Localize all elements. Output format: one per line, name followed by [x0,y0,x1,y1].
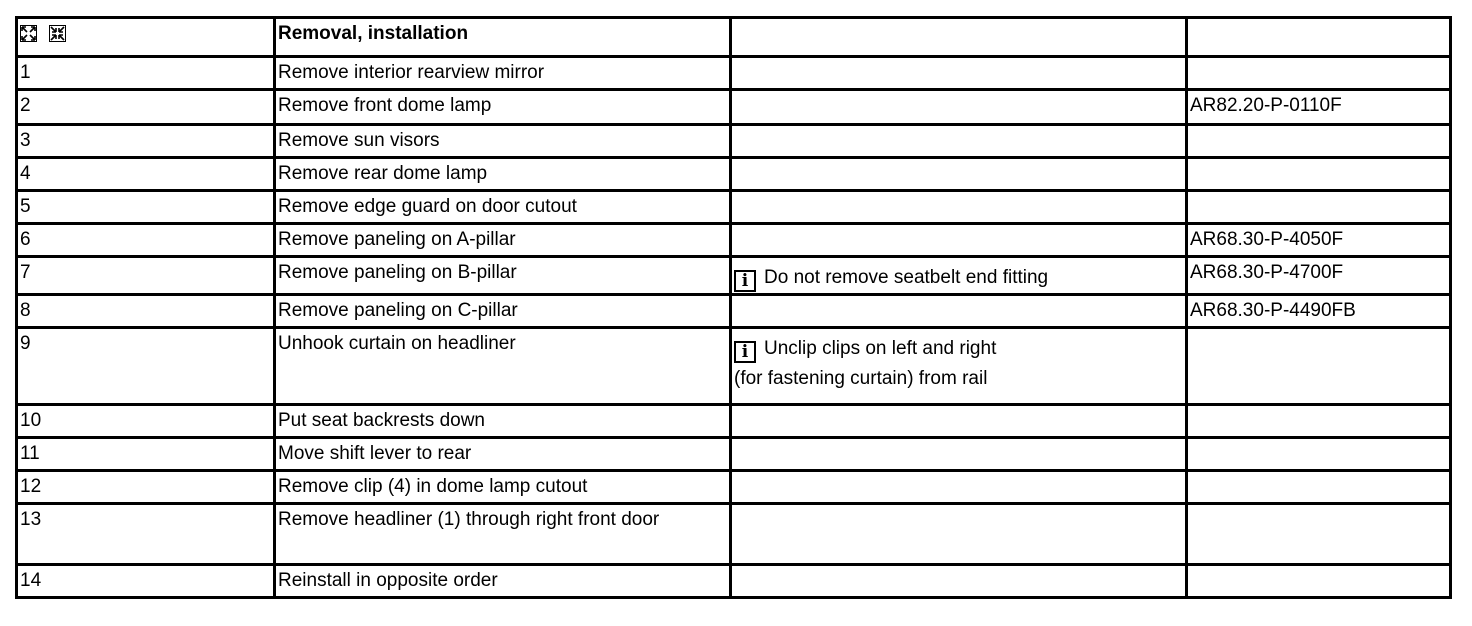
info-icon: i [734,341,756,363]
table-row [17,257,1451,295]
step-number: 10 [17,405,275,438]
step-note [731,125,1187,158]
step-reference-link [1187,328,1451,405]
step-reference-link [1187,438,1451,471]
step-number: 3 [17,125,275,158]
step-note [731,438,1187,471]
step-number: 14 [17,565,275,598]
step-note [731,158,1187,191]
step-action: Remove paneling on C-pillar [275,295,731,328]
step-note-line-2: (for fastening curtain) from rail [734,368,988,389]
step-note-cell [731,328,1187,405]
table-row [17,471,1451,504]
step-note [731,295,1187,328]
table-row [17,438,1451,471]
step-number: 6 [17,224,275,257]
step-note [731,90,1187,125]
step-reference-link [1187,57,1451,90]
step-reference-link[interactable]: AR82.20-P-0110F [1187,90,1451,125]
table-row [17,158,1451,191]
step-action: Remove rear dome lamp [275,158,731,191]
step-action: Remove clip (4) in dome lamp cutout [275,471,731,504]
step-action: Remove paneling on B-pillar [275,257,731,295]
header-icons-cell [17,18,275,57]
table-row [17,57,1451,90]
step-note [731,191,1187,224]
step-number: 9 [17,328,275,405]
step-reference-link [1187,191,1451,224]
step-number: 13 [17,504,275,565]
step-action: Remove paneling on A-pillar [275,224,731,257]
table-row [17,295,1451,328]
step-reference-link [1187,504,1451,565]
step-reference-link [1187,158,1451,191]
step-action: Remove interior rearview mirror [275,57,731,90]
table-row [17,224,1451,257]
step-reference-link[interactable]: AR68.30-P-4050F [1187,224,1451,257]
step-number: 7 [17,257,275,295]
step-reference-link [1187,565,1451,598]
step-action: Put seat backrests down [275,405,731,438]
step-number: 4 [17,158,275,191]
header-ref-title [1187,18,1451,57]
step-action: Reinstall in opposite order [275,565,731,598]
step-note [731,471,1187,504]
step-reference-link [1187,125,1451,158]
table-row [17,125,1451,158]
step-action: Unhook curtain on headliner [275,328,731,405]
step-action: Remove sun visors [275,125,731,158]
step-number: 1 [17,57,275,90]
step-note-line-1: Unclip clips on left and right [764,338,997,359]
step-note [731,565,1187,598]
table-row [17,90,1451,125]
step-note [731,224,1187,257]
step-number: 2 [17,90,275,125]
table-row [17,191,1451,224]
step-note-cell [731,257,1187,295]
step-note: Do not remove seatbelt end fitting [764,267,1049,288]
step-number: 8 [17,295,275,328]
step-reference-link [1187,471,1451,504]
expand-icon[interactable] [20,25,37,42]
step-action: Remove edge guard on door cutout [275,191,731,224]
procedure-table [15,16,1452,599]
step-number: 12 [17,471,275,504]
table-row [17,504,1451,565]
step-reference-link[interactable]: AR68.30-P-4490FB [1187,295,1451,328]
step-action: Remove headliner (1) through right front door [275,504,731,565]
info-icon: i [734,270,756,292]
step-note [731,57,1187,90]
header-note-title [731,18,1187,57]
step-note [731,405,1187,438]
step-number: 5 [17,191,275,224]
step-note [731,504,1187,565]
step-action: Move shift lever to rear [275,438,731,471]
collapse-icon[interactable] [49,25,66,42]
step-number: 11 [17,438,275,471]
table-row [17,565,1451,598]
table-row [17,405,1451,438]
table-row [17,328,1451,405]
step-reference-link[interactable]: AR68.30-P-4700F [1187,257,1451,295]
step-action: Remove front dome lamp [275,90,731,125]
table-header-row [17,18,1451,57]
step-reference-link [1187,405,1451,438]
header-action-title: Removal, installation [275,18,731,57]
